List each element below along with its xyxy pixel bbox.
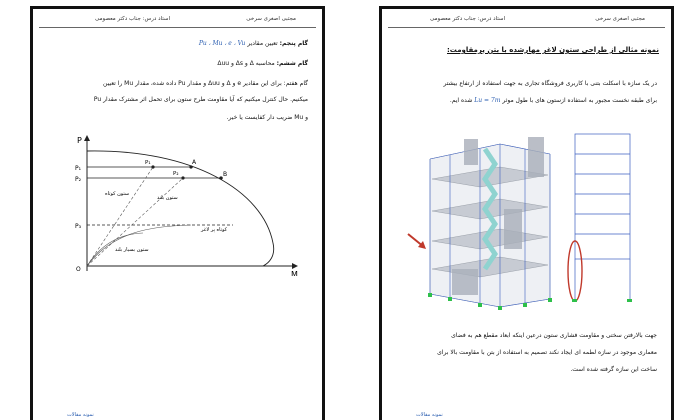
para1-line2 bbox=[450, 96, 657, 106]
step5-text: تعیین مقادیر bbox=[247, 40, 278, 47]
left-footer: نمونه مقالات bbox=[67, 412, 94, 418]
right-header-author: مجتبی اصغری سرخی bbox=[595, 16, 645, 22]
right-header-rule bbox=[388, 27, 665, 28]
step6-line bbox=[217, 59, 308, 69]
para1-formula: Lu = 7m bbox=[474, 97, 501, 104]
step6-text: محاسبه Δ و Δs و Δuu bbox=[217, 60, 275, 67]
label-slender-column: کوتاه پر لاغر bbox=[201, 227, 228, 233]
building-frame-3d bbox=[408, 137, 552, 310]
label-p3: P₃ bbox=[75, 223, 82, 230]
y-axis-label: P bbox=[77, 136, 82, 145]
path-very-long bbox=[87, 225, 191, 266]
label-a: A bbox=[192, 159, 197, 166]
label-p1: P₁ bbox=[75, 165, 82, 172]
para1-line1: در یک سازه با اسکلت بتنی با کاربری فروشگاه تجاری به جهت استفاده از ارتفاع بیشتر bbox=[443, 80, 657, 87]
para1-line2-tail: شده ایم. bbox=[449, 97, 473, 104]
para2-line2: معماری موجود در سازه لطمه ای ایجاد نکند تصمیم به استفاده از بتن با مقاومت بالا برای bbox=[437, 349, 657, 356]
y-axis-arrow bbox=[84, 135, 90, 141]
step7-line2: میکنیم. حال کنترل میکنیم که آیا مقاومت طرح ستون برای تحمل اثر مشترک مقدار Pu bbox=[93, 96, 308, 103]
right-footer: نمونه مقالات bbox=[416, 412, 443, 418]
step5-line bbox=[199, 39, 308, 49]
label-short-column: ستون کوتاه bbox=[105, 191, 130, 197]
step6-prefix: گام ششم: bbox=[276, 60, 308, 67]
point-p2 bbox=[181, 176, 184, 179]
para2-line3: ساخت این سازه گرفته شده است. bbox=[570, 366, 657, 373]
left-header-rule bbox=[39, 27, 316, 28]
step5-prefix: گام پنجم: bbox=[279, 40, 308, 47]
right-header-instructor: استاد درس: جناب دکتر معصومی bbox=[430, 16, 506, 22]
step7-line3: و Mu ضریب دار کفایست یا خیر. bbox=[226, 114, 308, 121]
para2-line1: جهت بالارفتن سختی و مقاومت فشاری ستون درعین اینکه ابعاد مقطع هم به فضای bbox=[451, 332, 657, 339]
page-title: نمونه مثالی از طراحی ستون لاغر مهارشده با بتن پرمقاومت: bbox=[447, 46, 659, 54]
x-axis-arrow bbox=[292, 263, 298, 269]
x-axis-label: M bbox=[291, 270, 298, 276]
label-p1a: P₁ bbox=[145, 160, 151, 166]
left-header-author: مجتبی اصغری سرخی bbox=[246, 16, 296, 22]
label-p2: P₂ bbox=[75, 176, 82, 183]
step7-line1: گام هفتم: برای این مقادیر e و Δ و Δuu و مقدار Pu داده شده، مقدار Mu را تعیین bbox=[103, 80, 308, 87]
left-page bbox=[30, 6, 325, 420]
label-very-long-column: ستون بسیار بلند bbox=[115, 247, 149, 253]
label-p1b: P₂ bbox=[173, 171, 179, 177]
building-3d-model bbox=[390, 119, 660, 319]
elevation-supports bbox=[572, 299, 632, 302]
para1-line2-text: برای طبقه نخست مجبور به استفاده ازستون های با طول موثر bbox=[502, 97, 657, 104]
point-p1 bbox=[151, 165, 154, 168]
left-header-instructor: استاد درس: جناب دکتر معصومی bbox=[95, 16, 171, 22]
label-long-column: ستون بلند bbox=[157, 195, 178, 201]
right-page bbox=[379, 6, 674, 420]
label-b: B bbox=[223, 171, 228, 178]
step5-formula: Pu ، Mu ، e ، Vu bbox=[198, 40, 246, 47]
building-elevation-2d bbox=[575, 134, 630, 299]
interaction-diagram bbox=[73, 131, 303, 276]
origin-label: O bbox=[76, 266, 81, 273]
